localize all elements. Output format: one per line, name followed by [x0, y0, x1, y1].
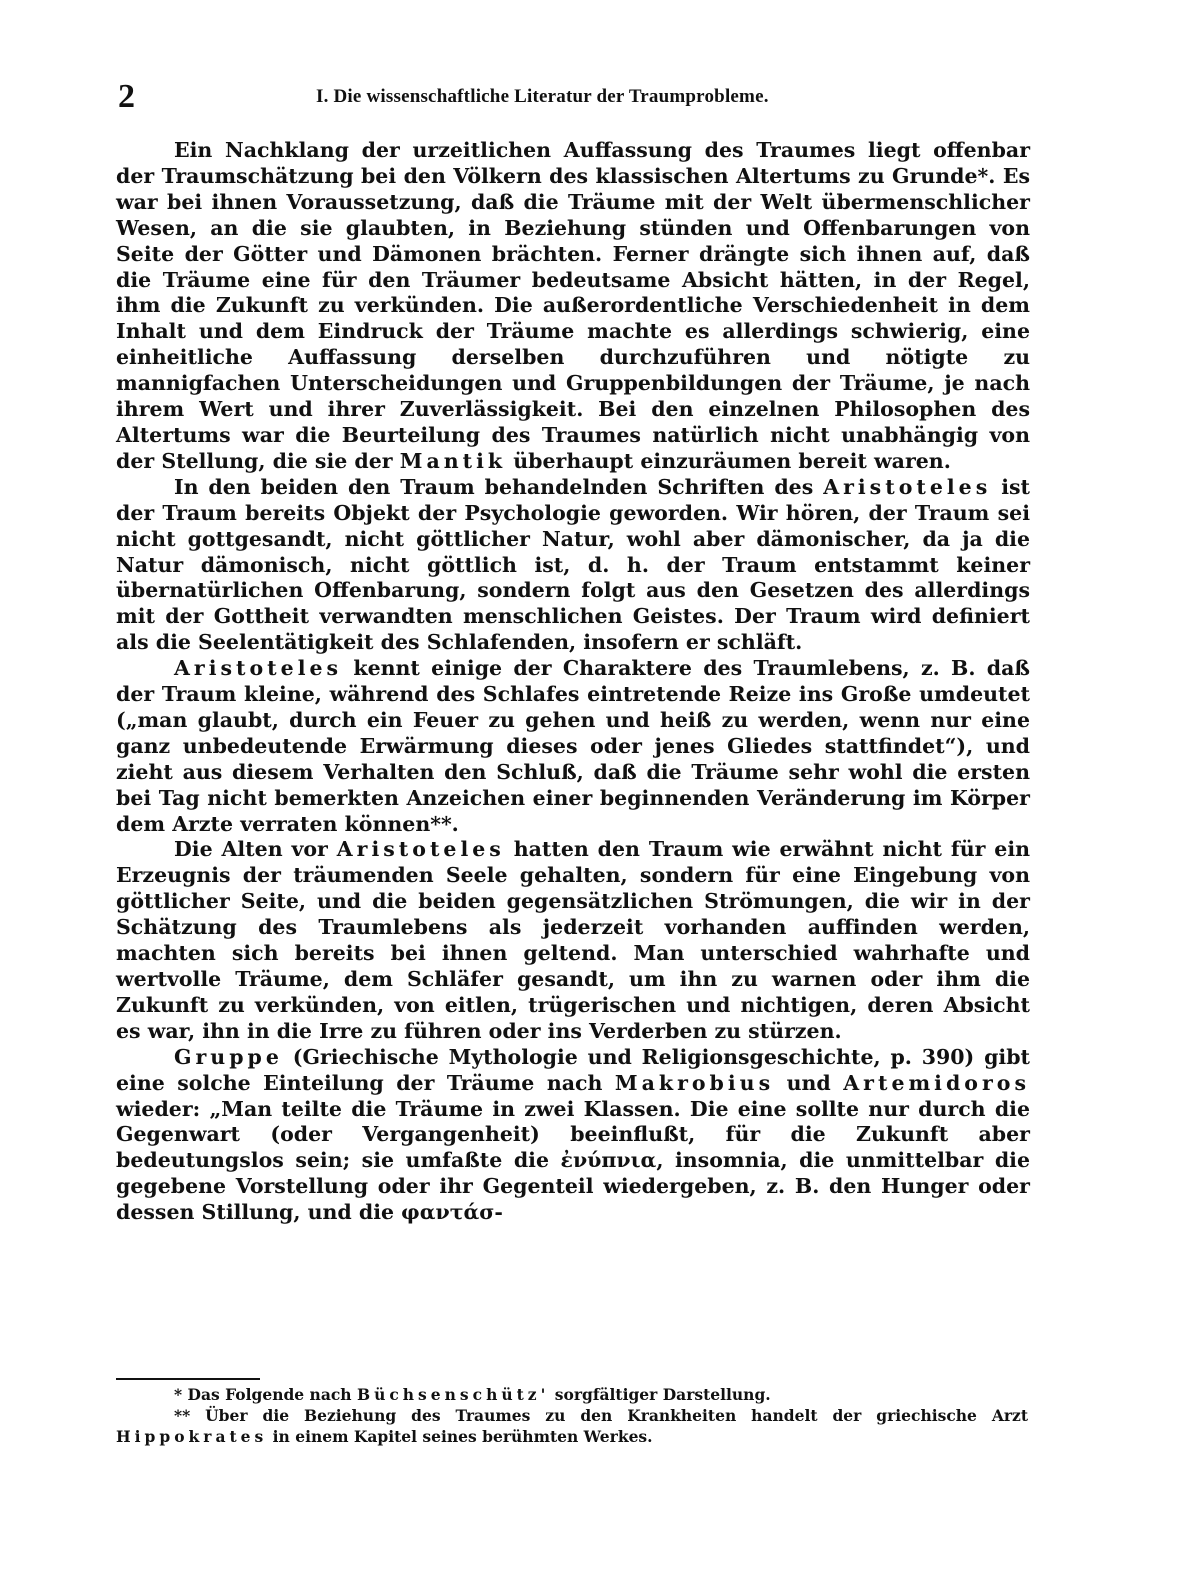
spaced-name-makrobius: Makrobius: [614, 1070, 775, 1095]
spaced-name-aristoteles: Aristoteles: [336, 837, 505, 862]
page-header: [118, 78, 1038, 118]
paragraph-3: Aristoteles kennt einige der Charaktere des Traumlebens, z. B. daß der Traum kleine, während des Schlafes eintretende Reize ins Große umdeutet („man glaubt, durch ein Feuer zu gehen und heiß zu werden, wenn nur eine ganz unbedeutende Erwärmung dieses oder jenes Gliedes stattfindet“), und zieht aus diesem Verhalten den Schluß, daß die Träume sehr wohl die ersten bei Tag nicht bemerkten Anzeichen einer beginnenden Veränderung im Körper dem Arzte verraten können**.: [116, 656, 1030, 836]
paragraph-2: In den beiden den Traum behandelnden Schriften des Aristoteles ist der Traum bereits Objekt der Psychologie geworden. Wir hören, der Traum sei nicht gottgesandt, nicht göttlicher Natur, wohl aber dämonischer, da ja die Natur dämonisch, nicht göttlich ist, d. h. der Traum entstammt keiner übernatürlichen Offenbarung, sondern folgt aus den Gesetzen des allerdings mit der Gottheit verwandten menschlichen Geistes. Der Traum wird definiert als die Seelentätigkeit des Schlafenden, insofern er schläft.: [116, 474, 1030, 655]
footnotes: [116, 1384, 1028, 1447]
paragraph-5: Gruppe (Griechische Mythologie und Religionsgeschichte, p. 390) gibt eine solche Einteilung der Träume nach Makrobius und Artemidoros wieder: „Man teilte die Träume in zwei Klassen. Die eine sollte nur durch die Gegenwart (oder Vergangenheit) beeinflußt, für die Zukunft aber bedeutungslos sein; sie umfaßte die ἐνύπνια, insomnia, die unmittelbar die gegebene Vorstellung oder ihr Gegenteil wiedergeben, z. B. den Hunger oder dessen Stillung, und die φαντάσ-: [116, 1044, 1030, 1225]
running-head: I. Die wissenschaftliche Literatur der Traumprobleme.: [316, 86, 769, 107]
spaced-name-hippokrates: Hippokrates: [116, 1427, 268, 1446]
spaced-name-buechsenschuetz: Büchsenschütz': [356, 1385, 550, 1404]
spaced-name-gruppe: Gruppe: [174, 1044, 283, 1069]
spaced-name-artemidoros: Artemidoros: [843, 1070, 1030, 1095]
spaced-name-aristoteles: Aristoteles: [823, 474, 992, 499]
paragraph-1: Ein Nachklang der urzeitlichen Auffassung des Traumes liegt offenbar der Traumschätzung bei den Völkern des klassischen Altertums zu Grunde*. Es war bei ihnen Voraussetzung, daß die Träume mit der Welt übermenschlicher Wesen, an die sie glaubten, in Beziehung stünden und Offenbarungen von Seite der Götter und Dämonen brächten. Ferner drängte sich ihnen auf, daß die Träume eine für den Träumer bedeutsame Absicht hätten, in der Regel, ihm die Zukunft zu verkünden. Die außerordentliche Verschiedenheit in dem Inhalt und dem Eindruck der Träume machte es allerdings schwierig, eine einheitliche Auffassung derselben durchzuführen und nötigte zu mannigfachen Unterscheidungen und Gruppenbildungen der Träume, je nach ihrem Wert und ihrer Zuverlässigkeit. Bei den einzelnen Philosophen des Altertums war die Beurteilung des Traumes natürlich nicht unabhängig von der Stellung, die sie der Mantik überhaupt einzuräumen bereit waren.: [116, 138, 1030, 473]
spaced-name-aristoteles: Aristoteles: [174, 656, 343, 681]
footnote-rule: [116, 1378, 260, 1380]
body-text: [116, 138, 1030, 1226]
spaced-name-mantik: Mantik: [399, 448, 507, 473]
page-number: 2: [118, 78, 135, 115]
paragraph-4: Die Alten vor Aristoteles hatten den Traum wie erwähnt nicht für ein Erzeugnis der träumenden Seele gehalten, sondern für eine Eingebung von göttlicher Seite, und die beiden gegensätzlichen Strömungen, die wir in der Schätzung des Traumlebens als jederzeit vorhanden auffinden werden, machten sich bereits bei ihnen geltend. Man unterschied wahrhafte und wertvolle Träume, dem Schläfer gesandt, um ihn zu warnen oder ihm die Zukunft zu verkünden, von eitlen, trügerischen und nichtigen, deren Absicht es war, ihn in die Irre zu führen oder ins Verderben zu stürzen.: [116, 837, 1031, 1043]
footnote-1: * Das Folgende nach Büchsenschütz' sorgfältiger Darstellung.: [174, 1385, 771, 1404]
footnote-2: ** Über die Beziehung des Traumes zu den Krankheiten handelt der griechische Arzt Hippokrates in einem Kapitel seines berühmten Werkes.: [116, 1406, 1028, 1446]
